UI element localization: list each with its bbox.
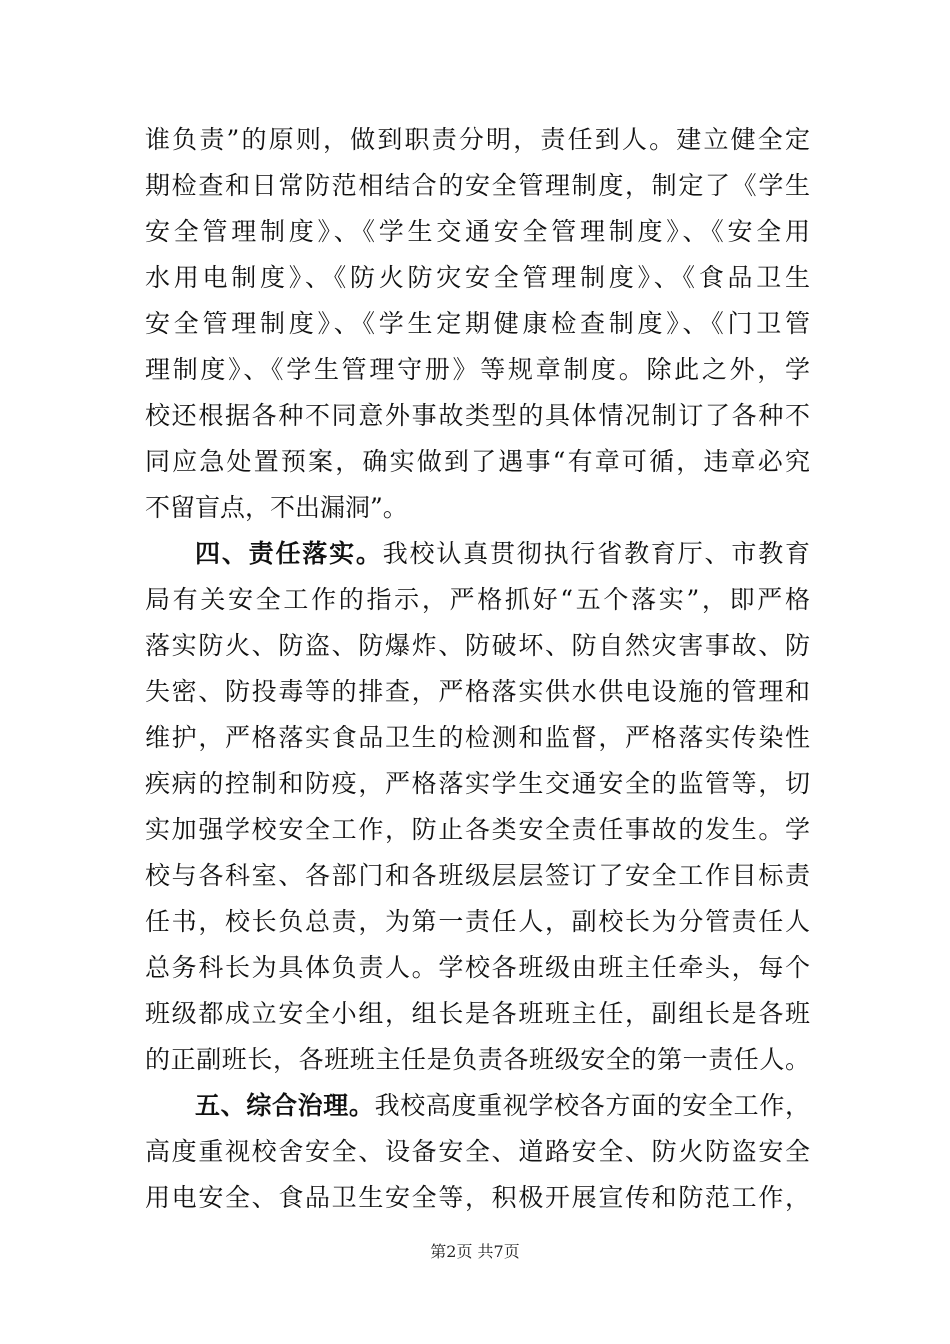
section-heading-line	[195, 1090, 810, 1122]
text-line: 实加强学校安全工作，防止各类安全责任事故的发生。学	[145, 815, 810, 844]
text-line: 同应急处置预案，确实做到了遇事“有章可循，违章必究	[145, 447, 810, 476]
text-line: 水用电制度》、《防火防灾安全管理制度》、《食品卫生	[145, 263, 810, 292]
text-line: 局有关安全工作的指示，严格抓好“五个落实”，即严格	[145, 585, 810, 614]
text-line: 疾病的控制和防疫，严格落实学生交通安全的监管等，切	[145, 769, 810, 798]
text-line: 谁负责”的原则，做到职责分明，责任到人。建立健全定	[145, 125, 810, 154]
text-line: 安全管理制度》、《学生交通安全管理制度》、《安全用	[145, 217, 810, 246]
text-line: 失密、防投毒等的排查，严格落实供水供电设施的管理和	[145, 677, 810, 706]
section-heading: 四、责任落实。	[195, 539, 383, 568]
text-line: 任书，校长负总责，为第一责任人，副校长为分管责任人	[145, 907, 810, 936]
text-line: 总务科长为具体负责人。学校各班级由班主任牵头，每个	[145, 953, 810, 982]
section-heading: 五、综合治理。	[195, 1091, 375, 1120]
text-line: 期检查和日常防范相结合的安全管理制度，制定了《学生	[145, 171, 810, 200]
text-line: 我校认真贯彻执行省教育厅、市教育	[382, 539, 810, 568]
text-line: 我校高度重视学校各方面的安全工作，	[374, 1091, 810, 1120]
page-number: 第2页 共7页	[430, 1242, 520, 1261]
text-line: 校还根据各种不同意外事故类型的具体情况制订了各种不	[145, 401, 810, 430]
text-line: 班级都成立安全小组，组长是各班班主任，副组长是各班	[145, 999, 810, 1028]
text-line: 不留盲点，不出漏洞”。	[145, 493, 408, 522]
text-line: 维护，严格落实食品卫生的检测和监督，严格落实传染性	[145, 723, 810, 752]
text-line: 高度重视校舍安全、设备安全、道路安全、防火防盗安全	[145, 1137, 810, 1166]
text-line: 用电安全、食品卫生安全等，积极开展宣传和防范工作，	[145, 1183, 810, 1212]
text-line: 校与各科室、各部门和各班级层层签订了安全工作目标责	[145, 861, 810, 890]
text-line: 的正副班长，各班班主任是负责各班级安全的第一责任人。	[145, 1045, 810, 1074]
section-heading-line	[195, 538, 810, 570]
text-line: 落实防火、防盗、防爆炸、防破坏、防自然灾害事故、防	[145, 631, 810, 660]
text-line: 安全管理制度》、《学生定期健康检查制度》、《门卫管	[145, 309, 810, 338]
text-line: 理制度》、《学生管理守册》等规章制度。除此之外，学	[145, 355, 810, 384]
